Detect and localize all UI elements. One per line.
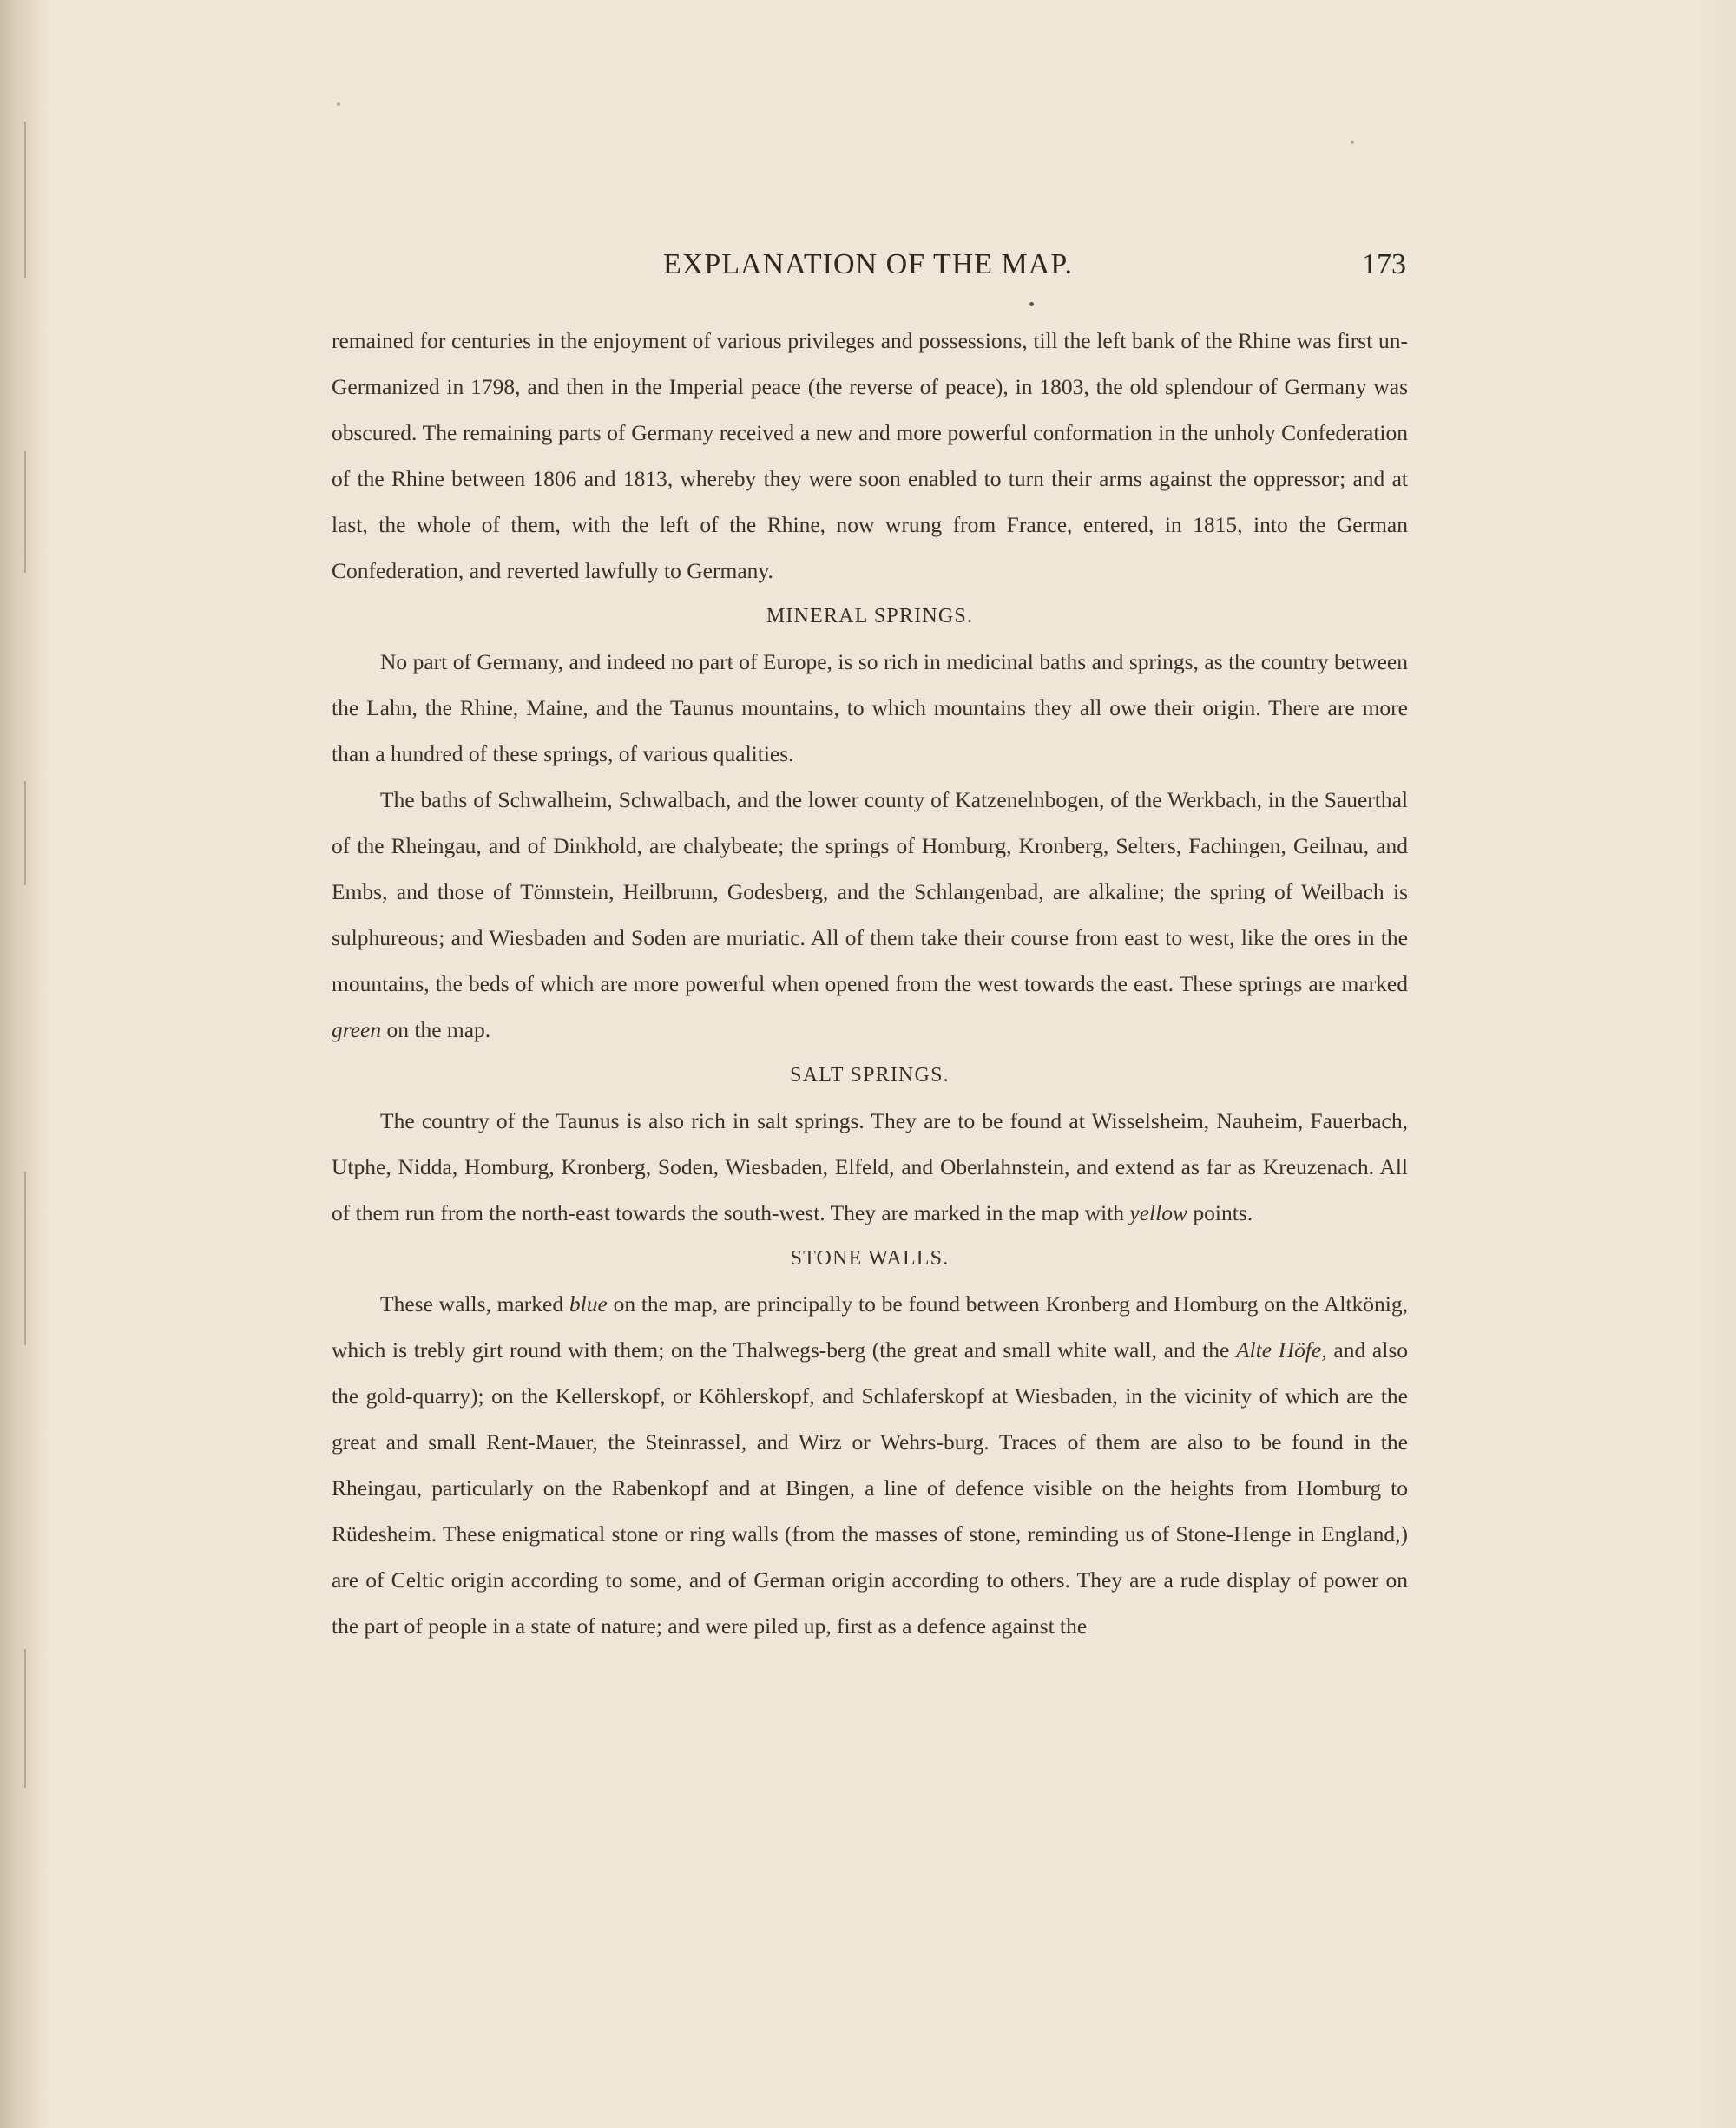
paragraph-text: and also the gold-quarry); on the Kellerskopf, or Köhlerskopf, and Schlaferskopf at Wiesbaden, in the vicinity of which are the great and small Rent-Mauer, the Steinrassel, and Wirz or Wehrs-burg. Traces of them are also to be found in the Rheingau, particularly on the Rabenkopf and at Bingen, a line of defence visible on the heights from Homburg to Rüdesheim. These enigmatical stone or ring walls (from the masses of stone, reminding us of Stone-Henge in England,) are of Celtic origin according to some, and of German origin according to others. They are a rude display of power on the part of people in a state of nature; and were piled up, first as a defence against the [332, 1337, 1408, 1639]
paragraph-text: on the map. [381, 1017, 491, 1042]
binding-gutter [0, 0, 42, 2128]
stone-walls-paragraph [332, 1281, 1408, 1649]
paper-speck [1351, 141, 1354, 144]
italic-term: blue [569, 1291, 608, 1317]
gutter-shadow [24, 1649, 26, 1788]
section-heading-mineral-springs: MINERAL SPRINGS. [766, 605, 974, 627]
italic-term: Alte Höfe, [1235, 1337, 1327, 1363]
running-title: EXPLANATION OF THE MAP. [663, 248, 1073, 280]
gutter-shadow [24, 122, 26, 278]
paragraph-text: The baths of Schwalheim, Schwalbach, and the lower county of Katzenelnbogen, of the Werkbach, in the Sauerthal of the Rheingau, and of Dinkhold, are chalybeate; the springs of Homburg, Kronberg, Selters, Fachingen, Geilnau, and Embs, and those of Tönnstein, Heilbrunn, Godesberg, and the Schlangenbad, are alkaline; the spring of Weilbach is sulphureous; and Wiesbaden and Soden are muriatic. All of them take their course from east to west, like the ores in the mountains, the beds of which are more powerful when opened from the west towards the east. These springs are marked [332, 787, 1408, 996]
gutter-shadow [24, 1172, 26, 1345]
body-text [332, 318, 1408, 1649]
gutter-shadow [24, 451, 26, 573]
paragraph-text: The country of the Taunus is also rich in salt springs. They are to be found at Wisselsheim, Nauheim, Fauerbach, Utphe, Nidda, Homburg, Kronberg, Soden, Wiesbaden, Elfeld, and Oberlahnstein, and extend as far as Kreuzenach. All of them run from the north-east towards the south-west. They are marked in the map with [332, 1108, 1408, 1225]
page-header [330, 248, 1406, 292]
ink-dot [1029, 302, 1034, 306]
paper-speck [337, 102, 340, 106]
salt-springs-paragraph [332, 1098, 1408, 1236]
mineral-springs-paragraph-2 [332, 777, 1408, 1053]
section-heading-salt-springs: SALT SPRINGS. [790, 1064, 950, 1087]
italic-term: green [332, 1017, 382, 1042]
section-heading-stone-walls: STONE WALLS. [790, 1247, 950, 1270]
paragraph-text: on the map, are principally to be found between Kronberg and Homburg on the Altkönig, which is trebly girt round with them; on the Thalwegs-berg (the great and small white wall, and the [332, 1291, 1408, 1363]
intro-paragraph: remained for centuries in the enjoyment of various privileges and possessions, till the left bank of the Rhine was first un-Germanized in 1798, and then in the Imperial peace (the reverse of peace), in 1803, the old splendour of Germany was obscured. The remaining parts of Germany received a new and more powerful conformation in the unholy Confederation of the Rhine between 1806 and 1813, whereby they were soon enabled to turn their arms against the oppressor; and at last, the whole of them, with the left of the Rhine, now wrung from France, entered, in 1815, into the German Confederation, and reverted lawfully to Germany. [332, 328, 1408, 583]
paragraph-text: These walls, marked [380, 1291, 569, 1317]
mineral-springs-paragraph-1: No part of Germany, and indeed no part of Europe, is so rich in medicinal baths and springs, as the country between the Lahn, the Rhine, Maine, and the Taunus mountains, to which mountains they all owe their origin. There are more than a hundred of these springs, of various qualities. [332, 649, 1408, 766]
paragraph-text: points. [1187, 1200, 1253, 1225]
gutter-shadow [24, 781, 26, 885]
italic-term: yellow [1129, 1200, 1187, 1225]
page-number: 173 [1362, 248, 1406, 280]
